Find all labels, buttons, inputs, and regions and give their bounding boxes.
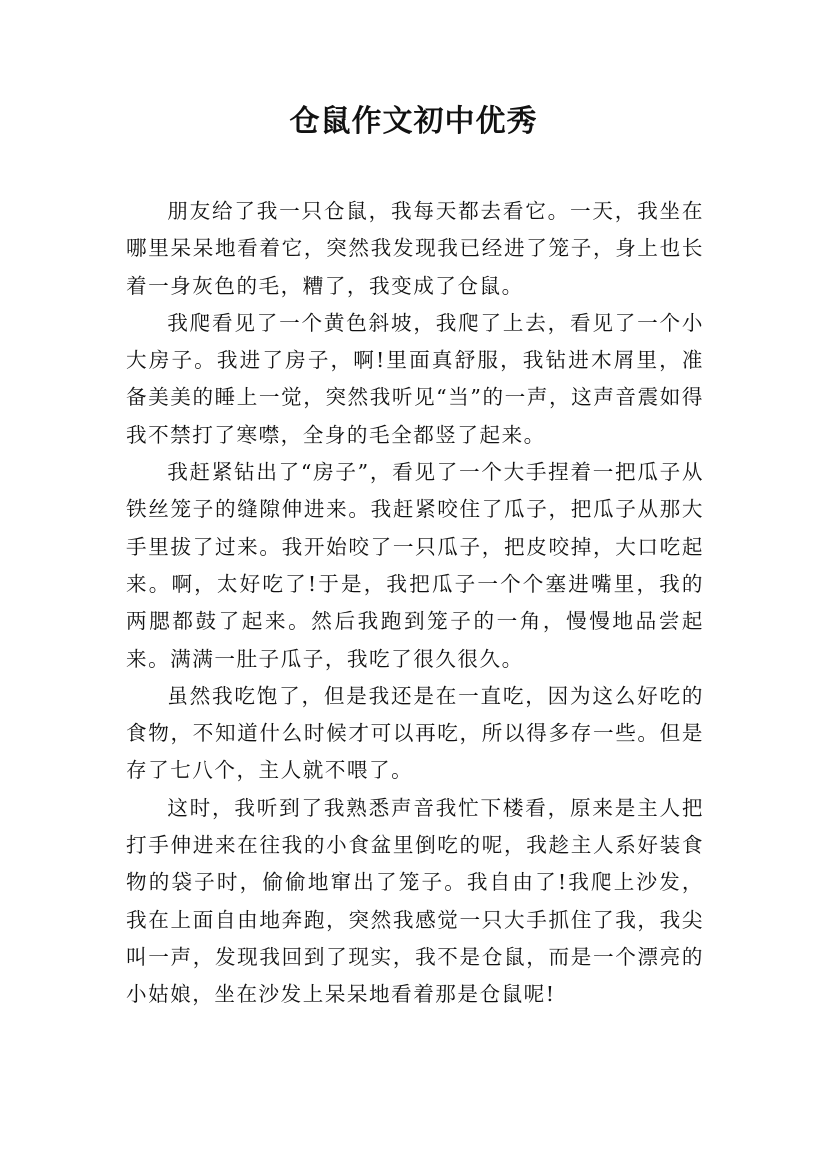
paragraph: 虽然我吃饱了，但是我还是在一直吃，因为这么好吃的食物，不知道什么时候才可以再吃，所以得多存一些。但是存了七八个，主人就不喂了。 — [126, 683, 704, 783]
paragraph: 我赶紧钻出了“房子”，看见了一个大手捏着一把瓜子从铁丝笼子的缝隙伸进来。我赶紧咬住了瓜子，把瓜子从那大手里拔了过来。我开始咬了一只瓜子，把皮咬掉，大口吃起来。啊，太好吃了!于是，我把瓜子一个个塞进嘴里，我的两腮都鼓了起来。然后我跑到笼子的一角，慢慢地品尝起来。满满一肚子瓜子，我吃了很久很久。 — [126, 460, 704, 671]
document-body — [126, 193, 704, 1014]
paragraph: 朋友给了我一只仓鼠，我每天都去看它。一天，我坐在哪里呆呆地看着它，突然我发现我已经进了笼子，身上也长着一身灰色的毛，糟了，我变成了仓鼠。 — [126, 199, 704, 298]
paragraph: 这时，我听到了我熟悉声音我忙下楼看，原来是主人把打手伸进来在往我的小食盆里倒吃的呢，我趁主人系好装食物的袋子时，偷偷地窜出了笼子。我自由了!我爬上沙发，我在上面自由地奔跑，突然我感觉一只大手抓住了我，我尖叫一声，发现我回到了现实，我不是仓鼠，而是一个漂亮的小姑娘，坐在沙发上呆呆地看着那是仓鼠呢! — [126, 795, 704, 1007]
document-title: 仓鼠作文初中优秀 — [289, 104, 538, 139]
paragraph: 我爬看见了一个黄色斜坡，我爬了上去，看见了一个小大房子。我进了房子，啊!里面真舒服，我钻进木屑里，准备美美的睡上一觉，突然我听见“当”的一声，这声音震如得我不禁打了寒噤，全身的毛全都竖了起来。 — [126, 310, 704, 447]
